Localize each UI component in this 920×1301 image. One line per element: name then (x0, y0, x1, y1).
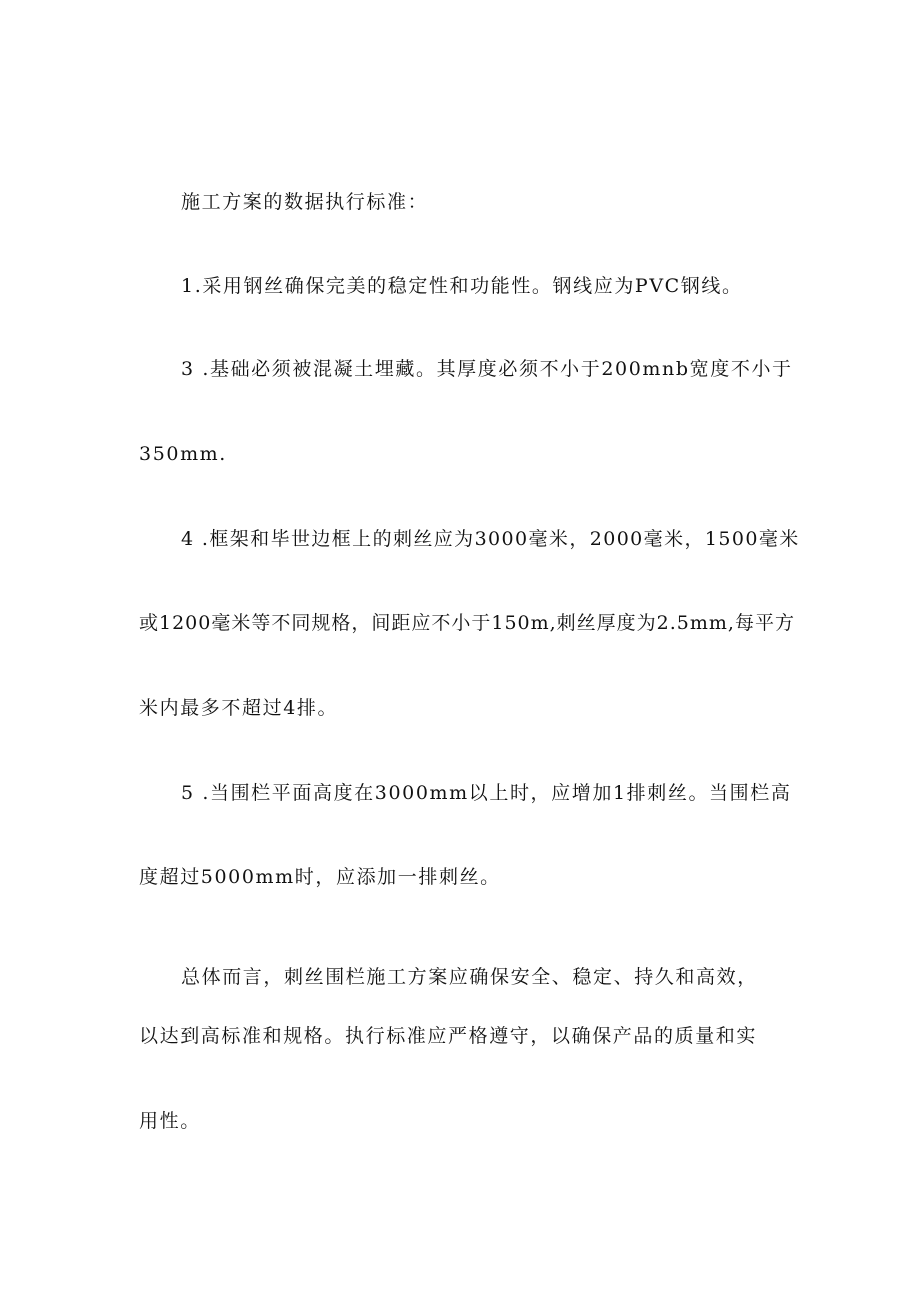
item-5-line-1: 5 .当围栏平面高度在3000mm以上时，应增加1排刺丝。当围栏高 (181, 782, 792, 804)
item-1-line-1: 1.采用钢丝确保完美的稳定性和功能性。钢线应为PVC钢线。 (181, 275, 743, 297)
item-3-line-2: 350mm. (139, 443, 227, 465)
item-4-line-3: 米内最多不超过4排。 (139, 697, 339, 719)
item-4-line-2: 或1200毫米等不同规格，间距应不小于150m,刺丝厚度为2.5mm,每平方 (139, 612, 795, 634)
summary-line-3: 用性。 (139, 1110, 201, 1132)
item-5-line-2: 度超过5000mm时，应添加一排刺丝。 (139, 866, 501, 888)
summary-line-1: 总体而言，刺丝围栏施工方案应确保安全、稳定、持久和高效， (181, 966, 758, 988)
item-4-line-1: 4 .框架和毕世边框上的刺丝应为3000毫米，2000毫米，1500毫米 (181, 528, 800, 550)
heading-standards: 施工方案的数据执行标准： (181, 191, 429, 213)
item-3-line-1: 3 .基础必须被混凝土埋藏。其厚度必须不小于200mnb宽度不小于 (181, 358, 793, 380)
summary-line-2: 以达到高标准和规格。执行标准应严格遵守，以确保产品的质量和实 (139, 1025, 758, 1047)
